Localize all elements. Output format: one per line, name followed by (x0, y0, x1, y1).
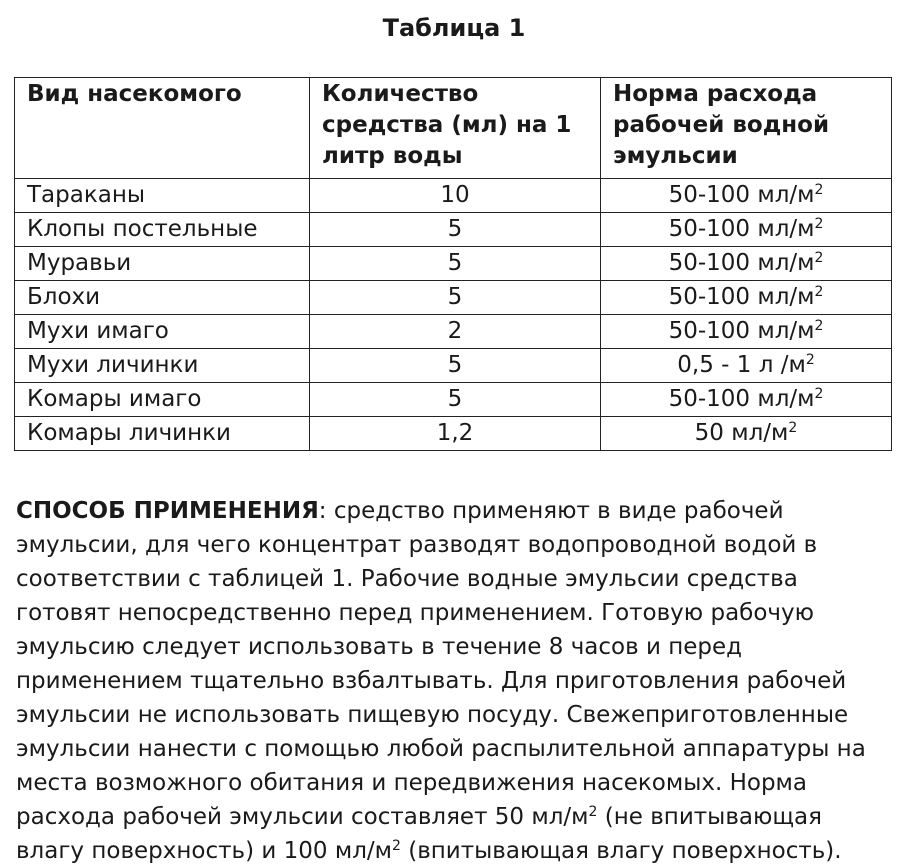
rate-value: 50-100 мл/м (668, 284, 815, 310)
insect-cell: Муравьи (15, 247, 310, 281)
paragraph-line: эмульсии не использовать пищевую посуду. Свежеприготовленные (16, 702, 849, 728)
rate-cell (601, 383, 892, 417)
rate-value: 50 мл/м (694, 420, 789, 446)
insect-cell: Комары имаго (15, 383, 310, 417)
rate-value: 50-100 мл/м (668, 386, 815, 412)
rate-exponent: 2 (788, 420, 798, 436)
table-row (15, 179, 892, 213)
table-row (15, 281, 892, 315)
paragraph-line: соответствии с таблицей 1. Рабочие водные эмульсии средства (16, 566, 798, 592)
rate-exponent: 2 (814, 216, 824, 232)
paragraph-line: готовят непосредственно перед применением. Готовую рабочую (16, 600, 814, 626)
table-title: Таблица 1 (382, 14, 526, 42)
rate-cell (601, 281, 892, 315)
method-heading: СПОСОБ ПРИМЕНЕНИЯ (16, 498, 319, 524)
rate-cell (601, 247, 892, 281)
insect-cell: Мухи личинки (15, 349, 310, 383)
rate-cell (601, 213, 892, 247)
header-amount-per-liter: Количество средства (мл) на 1 литр воды (310, 78, 601, 179)
amount-cell: 1,2 (310, 417, 601, 451)
method-text: (впитывающая влагу поверхность). (400, 838, 842, 864)
table-row (15, 315, 892, 349)
header-consumption-rate: Норма расхода рабочей водной эмульсии (601, 78, 892, 179)
rate-exponent: 2 (814, 284, 824, 300)
rate-value: 50-100 мл/м (668, 250, 815, 276)
rate-value: 50-100 мл/м (668, 318, 815, 344)
rate-exponent: 2 (814, 386, 824, 402)
rate-exponent: 2 (805, 352, 815, 368)
unit-exponent: 2 (588, 804, 598, 820)
amount-cell: 5 (310, 281, 601, 315)
method-text: (не впитывающая (597, 804, 822, 830)
paragraph-line (16, 800, 896, 834)
rate-cell (601, 179, 892, 213)
header-insect-type: Вид насекомого (15, 78, 310, 179)
rate-value: 0,5 - 1 л /м (677, 352, 806, 378)
table-row (15, 417, 892, 451)
paragraph-line (16, 834, 896, 868)
rate-exponent: 2 (814, 182, 824, 198)
paragraph-line: эмульсии, для чего концентрат разводят водопроводной водой в (16, 532, 818, 558)
paragraph-line (16, 494, 896, 528)
rate-cell (601, 315, 892, 349)
amount-cell: 5 (310, 383, 601, 417)
amount-cell: 5 (310, 247, 601, 281)
unit-exponent: 2 (392, 838, 401, 854)
amount-cell: 2 (310, 315, 601, 349)
paragraph-line: эмульсии нанести с помощью любой распылительной аппаратуры на (16, 736, 866, 762)
rate-exponent: 2 (814, 250, 824, 266)
insect-dosage-table (14, 77, 892, 451)
table-header-row (15, 78, 892, 179)
insect-cell: Блохи (15, 281, 310, 315)
rate-exponent: 2 (814, 318, 824, 334)
table-row (15, 247, 892, 281)
insect-cell: Тараканы (15, 179, 310, 213)
rate-value: 50-100 мл/м (668, 216, 815, 242)
rate-cell (601, 417, 892, 451)
amount-cell: 5 (310, 213, 601, 247)
insect-cell: Мухи имаго (15, 315, 310, 349)
method-text: влагу поверхность) и 100 мл/м (16, 838, 392, 864)
rate-value: 50-100 мл/м (668, 182, 815, 208)
rate-cell (601, 349, 892, 383)
amount-cell: 5 (310, 349, 601, 383)
table-row (15, 213, 892, 247)
method-text: : средство применяют в виде рабочей (318, 498, 784, 524)
insect-cell: Комары личинки (15, 417, 310, 451)
method-text: расхода рабочей эмульсии составляет 50 мл/м (16, 804, 589, 830)
paragraph-line: эмульсию следует использовать в течение 8 часов и перед (16, 634, 743, 660)
paragraph-line: места возможного обитания и передвижения насекомых. Норма (16, 770, 808, 796)
insect-cell: Клопы постельные (15, 213, 310, 247)
application-method-paragraph (16, 494, 896, 868)
table-row (15, 383, 892, 417)
amount-cell: 10 (310, 179, 601, 213)
paragraph-line: применением тщательно взбалтывать. Для приготовления рабочей (16, 668, 847, 694)
table-row (15, 349, 892, 383)
